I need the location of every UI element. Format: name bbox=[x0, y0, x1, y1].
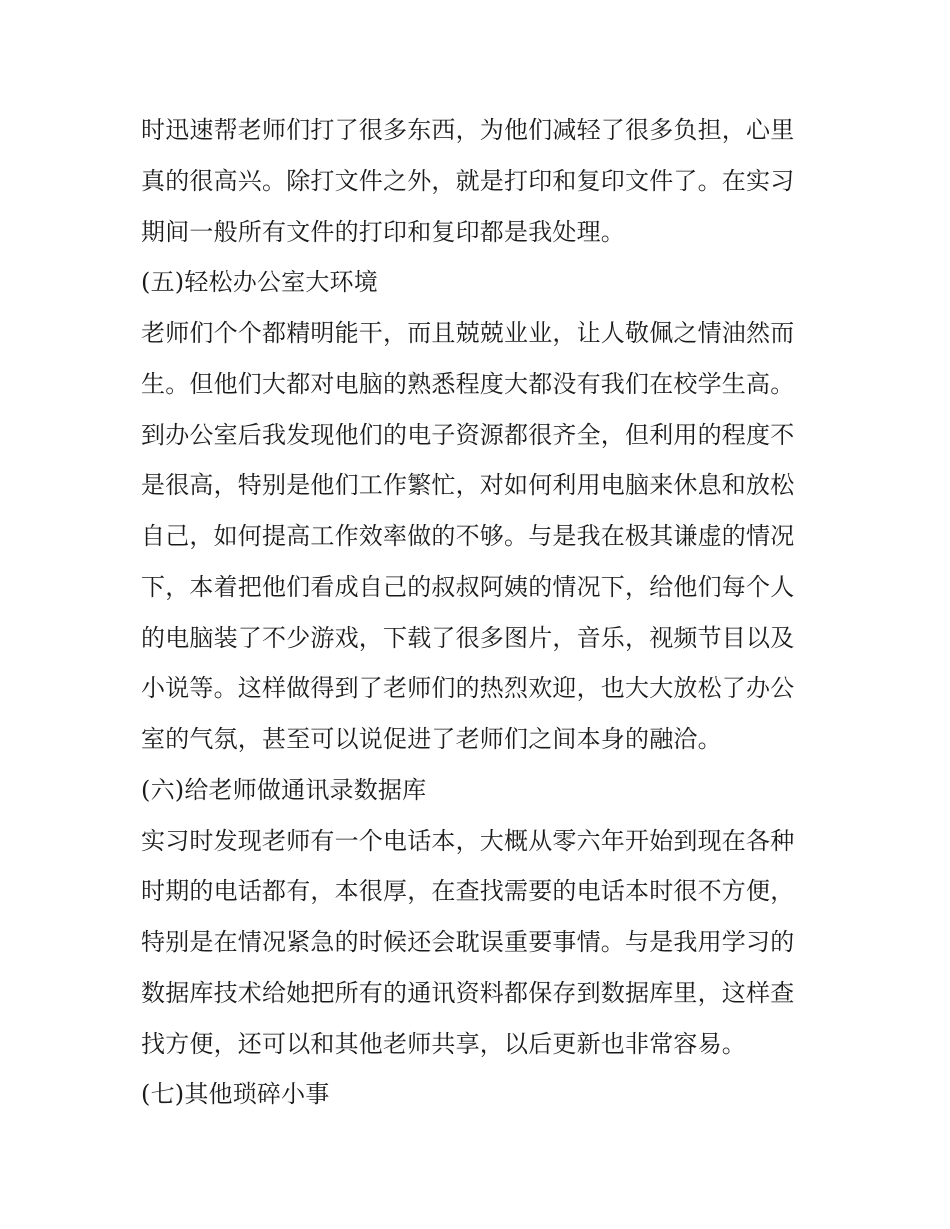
section-heading: (五)轻松办公室大环境 bbox=[141, 268, 378, 297]
paragraph-line: 小说等。这样做得到了老师们的热烈欢迎，也大大放松了办公 bbox=[141, 674, 795, 703]
paragraph-line: 找方便，还可以和其他老师共享，以后更新也非常容易。 bbox=[141, 1029, 746, 1058]
paragraph-line: 的电脑装了不少游戏，下载了很多图片，音乐，视频节目以及 bbox=[141, 623, 795, 652]
paragraph-line: 下，本着把他们看成自己的叔叔阿姨的情况下，给他们每个人 bbox=[141, 572, 795, 601]
paragraph-line: 期间一般所有文件的打印和复印都是我处理。 bbox=[141, 217, 625, 246]
paragraph-line: 生。但他们大都对电脑的熟悉程度大都没有我们在校学生高。 bbox=[141, 369, 795, 398]
paragraph-line: 到办公室后我发现他们的电子资源都很齐全，但利用的程度不 bbox=[141, 420, 795, 449]
paragraph-line: 时迅速帮老师们打了很多东西，为他们减轻了很多负担，心里 bbox=[141, 116, 795, 144]
paragraph-line: 特别是在情况紧急的时候还会耽误重要事情。与是我用学习的 bbox=[141, 928, 795, 956]
paragraph-line: 室的气氛，甚至可以说促进了老师们之间本身的融洽。 bbox=[141, 725, 722, 753]
body-text bbox=[141, 105, 821, 1120]
paragraph-line: 实习时发现老师有一个电话本，大概从零六年开始到现在各种 bbox=[141, 826, 795, 855]
section-heading: (六)给老师做通讯录数据库 bbox=[141, 775, 427, 804]
paragraph-line: 自己，如何提高工作效率做的不够。与是我在极其谦虚的情况 bbox=[141, 522, 795, 550]
paragraph-line: 老师们个个都精明能干，而且兢兢业业，让人敬佩之情油然而 bbox=[141, 319, 795, 347]
paragraph-line: 是很高，特别是他们工作繁忙，对如何利用电脑来休息和放松 bbox=[141, 471, 795, 500]
paragraph-line: 时期的电话都有，本很厚，在查找需要的电话本时很不方便， bbox=[141, 877, 795, 906]
paragraph-line: 真的很高兴。除打文件之外，就是打印和复印文件了。在实习 bbox=[141, 166, 795, 195]
paragraph-line: 数据库技术给她把所有的通讯资料都保存到数据库里，这样查 bbox=[141, 978, 795, 1007]
section-heading: (七)其他琐碎小事 bbox=[141, 1080, 330, 1109]
